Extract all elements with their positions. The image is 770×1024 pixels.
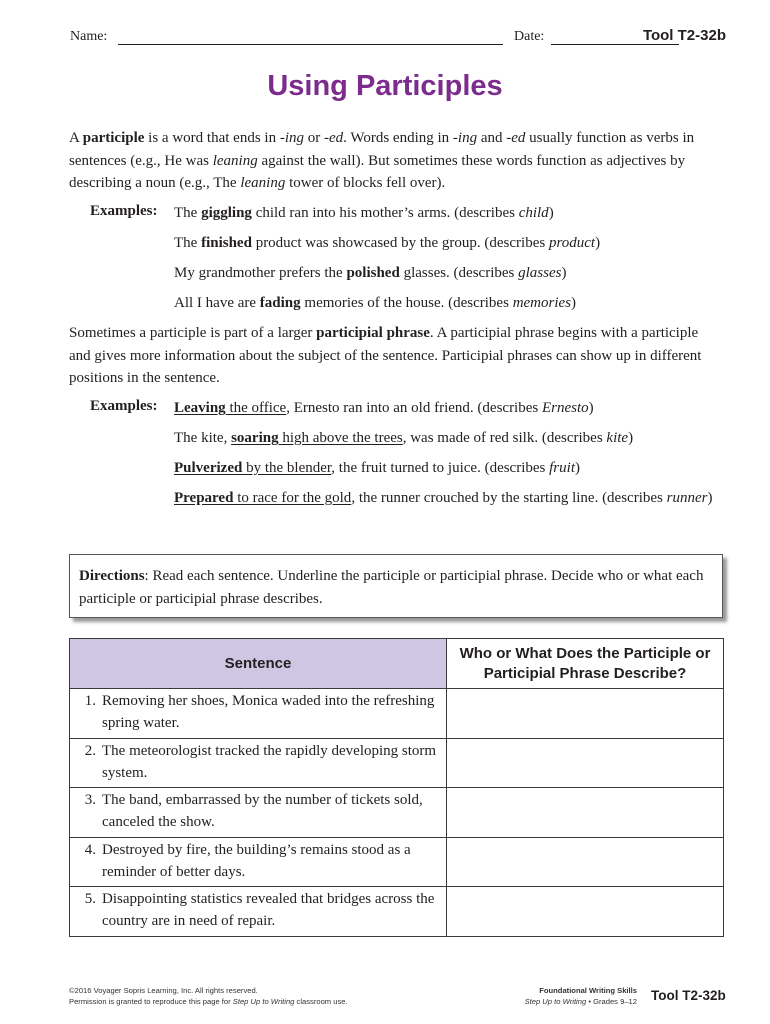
row-number: 3. (84, 792, 96, 808)
directions-label: Directions (79, 568, 145, 584)
sentence-text[interactable]: Removing her shoes, Monica waded into the refreshing spring water. (102, 693, 435, 731)
sentence-text[interactable]: The band, embarrassed by the number of tickets sold, canceled the show. (102, 792, 423, 830)
answer-cell[interactable] (447, 689, 724, 739)
page-title: Using Participles (267, 70, 503, 102)
example-sentence: Prepared to race for the gold, the runner crouched by the starting line. (describes runner) (174, 490, 713, 506)
sentence-text[interactable]: Disappointing statistics revealed that bridges across the country are in need of repair. (102, 891, 435, 929)
answer-cell[interactable] (447, 738, 724, 788)
example-sentence: All I have are fading memories of the house. (describes memories) (174, 295, 577, 311)
row-number: 2. (84, 742, 96, 759)
example-sentence: Leaving the office, Ernesto ran into an old friend. (describes Ernesto) (174, 400, 594, 416)
sentence-cell (70, 738, 447, 788)
intro-paragraph: A participle is a word that ends in -ing or -ed. Words ending in -ing and -ed usually function as verbs in sentences (e.g., He was leaning against the wall). But sometimes these words function as adjectives by describing a noun (e.g., The leaning tower of blocks fell over). (69, 130, 695, 191)
sentence-cell (70, 887, 447, 937)
table-row (70, 689, 724, 739)
name-label: Name: (70, 29, 108, 44)
footer-copyright (69, 985, 348, 1007)
examples-label: Examples: (90, 203, 158, 219)
copyright-text: ©2016 Voyager Sopris Learning, Inc. All rights reserved. (69, 986, 258, 995)
example-sentence: Pulverized by the blender, the fruit turned to juice. (describes fruit) (174, 460, 580, 476)
sentence-cell (70, 788, 447, 838)
example-sentence: The kite, soaring high above the trees, was made of red silk. (describes kite) (174, 430, 634, 446)
answer-cell[interactable] (447, 837, 724, 887)
table-row (70, 887, 724, 937)
row-number: 1. (84, 693, 96, 709)
examples-label: Examples: (90, 398, 158, 414)
sentence-cell (70, 689, 447, 739)
example-sentence: My grandmother prefers the polished glasses. (describes glasses) (174, 265, 567, 281)
footer-series (480, 985, 637, 1007)
series-title: Foundational Writing Skills (539, 986, 637, 995)
directions-box (69, 554, 723, 618)
example-sentence: The finished product was showcased by the group. (describes product) (174, 235, 601, 251)
date-field[interactable] (551, 44, 679, 45)
table-row (70, 837, 724, 887)
tool-id: Tool T2-32b (642, 27, 726, 44)
table-row (70, 788, 724, 838)
footer-tool-id: Tool T2-32b (651, 988, 726, 1003)
sentence-header: Sentence (70, 639, 447, 689)
row-number: 5. (84, 891, 96, 907)
example-sentence: The giggling child ran into his mother’s arms. (describes child) (174, 205, 554, 221)
answer-cell[interactable] (447, 887, 724, 937)
sentence-text[interactable]: The meteorologist tracked the rapidly developing storm system. (102, 742, 437, 781)
describes-header: Who or What Does the Participle or Participial Phrase Describe? (447, 639, 724, 689)
exercise-table (69, 638, 724, 937)
header (70, 27, 726, 49)
sentence-text[interactable]: Destroyed by fire, the building’s remains stood as a reminder of better days. (102, 841, 411, 880)
directions-text: : Read each sentence. Underline the participle or participial phrase. Decide who or what each participle or participial phrase describes. (79, 568, 704, 607)
name-field[interactable] (118, 44, 503, 45)
row-number: 4. (84, 841, 96, 858)
date-label: Date: (514, 29, 545, 44)
answer-cell[interactable] (447, 788, 724, 838)
sentence-cell (70, 837, 447, 887)
permission-text: Permission is granted to reproduce this page for Step Up to Writing classroom use. (69, 997, 348, 1006)
book-grades: Step Up to Writing • Grades 9–12 (524, 997, 637, 1006)
phrase-paragraph: Sometimes a participle is part of a larger participial phrase. A participial phrase begins with a participle and gives more information about the subject of the sentence. Participial phrases can show up in different positions in the sentence. (69, 325, 702, 386)
table-row (70, 738, 724, 788)
